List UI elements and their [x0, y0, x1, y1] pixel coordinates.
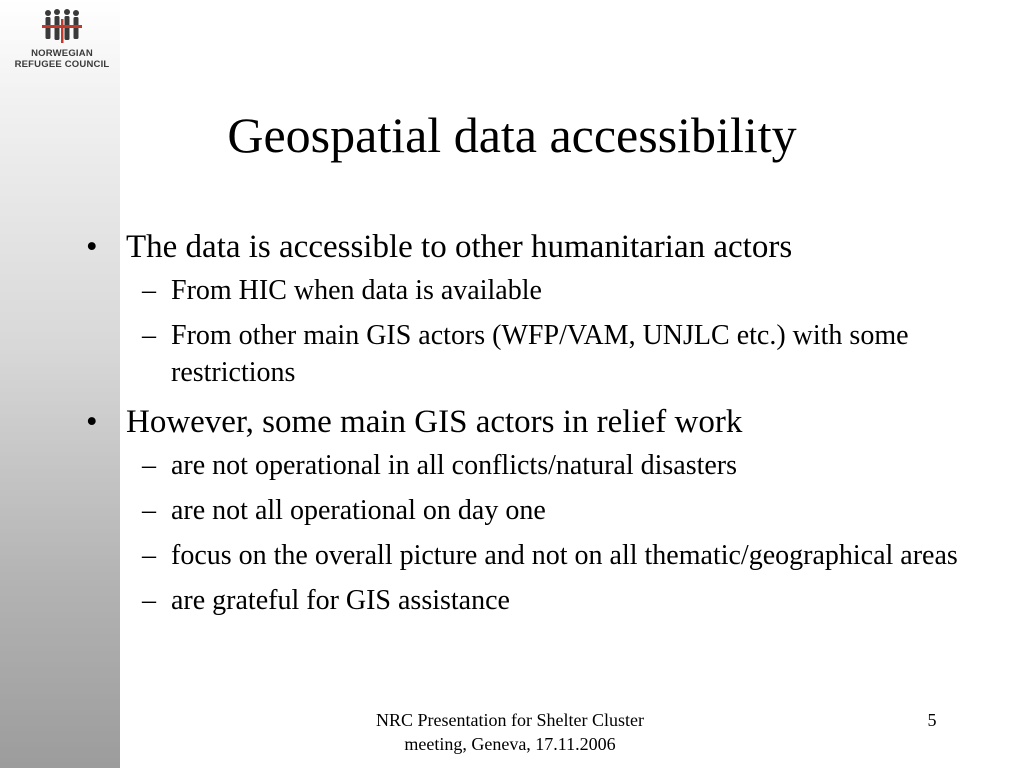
bullet-item: [86, 399, 966, 619]
dash-marker: –: [142, 450, 156, 481]
footer-line-1: NRC Presentation for Shelter Cluster: [376, 710, 644, 730]
sub-bullet-item: [126, 447, 966, 484]
sub-bullet-text: are not all operational on day one: [171, 495, 546, 526]
bullet-marker: •: [86, 229, 98, 265]
logo-line-1: NORWEGIAN: [31, 48, 93, 59]
bullet-text: However, some main GIS actors in relief work: [126, 404, 743, 440]
footer-line-2: meeting, Geneva, 17.11.2006: [404, 734, 616, 754]
dash-marker: –: [142, 275, 156, 306]
bullet-item: [86, 224, 966, 391]
bullet-text: The data is accessible to other humanitarian actors: [126, 229, 793, 265]
sub-bullet-item: [126, 272, 966, 309]
dash-marker: –: [142, 585, 156, 616]
bullet-marker: •: [86, 404, 98, 440]
sub-bullet-item: [126, 537, 966, 574]
sub-bullet-text: From HIC when data is available: [171, 275, 542, 306]
sub-bullet-text: focus on the overall picture and not on all thematic/geographical areas: [171, 540, 958, 571]
page-number: 5: [927, 710, 937, 730]
dash-marker: –: [142, 320, 156, 351]
people-group-icon: [40, 8, 84, 46]
sub-bullet-text: From other main GIS actors (WFP/VAM, UNJLC etc.) with some restrictions: [171, 320, 909, 388]
sub-bullet-item: [126, 317, 966, 391]
sub-bullet-text: are not operational in all conflicts/natural disasters: [171, 450, 738, 481]
slide-body: [86, 224, 966, 627]
dash-marker: –: [142, 495, 156, 526]
sub-bullet-text: are grateful for GIS assistance: [171, 585, 510, 616]
logo-line-2: REFUGEE COUNCIL: [14, 59, 110, 70]
sub-bullet-list: [126, 447, 966, 619]
nrc-logo: [12, 8, 112, 72]
slide-title: Geospatial data accessibility: [227, 107, 797, 163]
sub-bullet-item: [126, 582, 966, 619]
sub-bullet-item: [126, 492, 966, 529]
slide-footer: [330, 708, 690, 756]
dash-marker: –: [142, 540, 156, 571]
sub-bullet-list: [126, 272, 966, 391]
